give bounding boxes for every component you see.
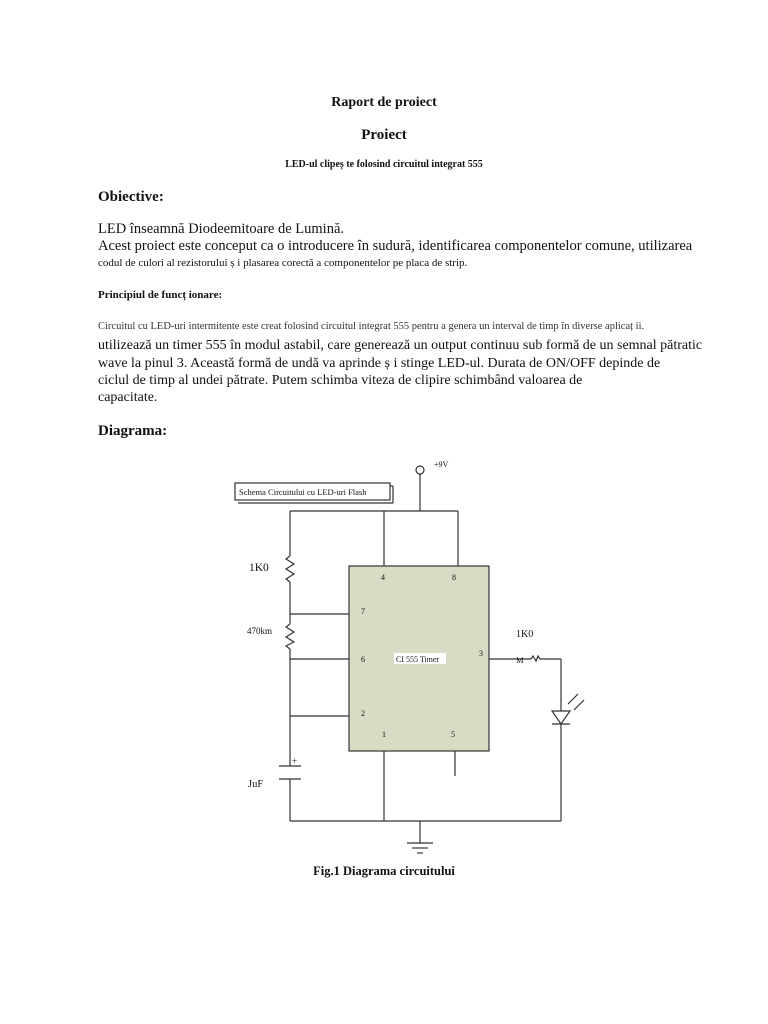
pin-8-label: 8 bbox=[452, 573, 456, 582]
pin-5-label: 5 bbox=[451, 730, 455, 739]
pin-4-label: 4 bbox=[381, 573, 385, 582]
figure-caption: Fig.1 Diagrama circuitului bbox=[313, 864, 455, 878]
principle-line-3: wave la pinul 3. Această formă de undă va aprinde ș i stinge LED-ul. Durata de ON/OFF depinde de bbox=[98, 356, 661, 371]
objectives-line-1: LED înseamnă Diodeemitoare de Lumină. bbox=[98, 221, 345, 237]
r2-label: 470km bbox=[247, 626, 273, 636]
pin-7-label: 7 bbox=[361, 607, 365, 616]
document-subject: LED-ul clipeș te folosind circuitul integrat 555 bbox=[285, 159, 483, 170]
led-diode bbox=[552, 711, 570, 724]
diagram-heading: Diagrama: bbox=[98, 423, 168, 439]
principle-line-5: capacitate. bbox=[98, 390, 158, 405]
document-subtitle: Proiect bbox=[361, 127, 407, 143]
resistor-r1 bbox=[286, 556, 294, 582]
led-arrow-2 bbox=[574, 700, 584, 710]
capacitor-plus: + bbox=[292, 756, 298, 766]
principle-line-1: Circuitul cu LED-uri intermitente este creat folosind circuitul integrat 555 pentru a genera un interval de timp în diverse aplicaț ii. bbox=[98, 321, 645, 332]
schematic-title: Schema Circuitului cu LED-uri Flash bbox=[239, 487, 367, 497]
document-title: Raport de proiect bbox=[331, 95, 437, 110]
r3-label: 1K0 bbox=[516, 629, 534, 640]
supply-label: +9V bbox=[434, 460, 449, 469]
r3-marker: M bbox=[516, 655, 524, 665]
principle-heading: Principiul de funcț ionare: bbox=[98, 289, 223, 301]
objectives-line-3: codul de culori al rezistorului ș i plasarea corectă a componentelor pe placa de strip. bbox=[98, 257, 468, 269]
r1-label: 1K0 bbox=[249, 562, 269, 574]
objectives-line-2: Acest proiect este conceput ca o introducere în sudură, identificarea componentelor comune, utilizarea bbox=[98, 238, 693, 254]
resistor-r2 bbox=[286, 624, 294, 649]
pin-2-label: 2 bbox=[361, 709, 365, 718]
objectives-heading: Obiective: bbox=[98, 189, 164, 205]
pin-3-label: 3 bbox=[479, 649, 483, 658]
pin-1-label: 1 bbox=[382, 730, 386, 739]
ic-label: CI 555 Timer bbox=[396, 655, 440, 664]
led-arrow-1 bbox=[568, 694, 578, 704]
supply-terminal bbox=[416, 466, 424, 474]
pin-6-label: 6 bbox=[361, 655, 365, 664]
principle-line-2: utilizează un timer 555 în modul astabil, care generează un output continuu sub formă de un semnal pătratic bbox=[98, 338, 703, 353]
principle-line-4: ciclul de timp al undei pătrate. Putem schimba viteza de clipire schimbând valoarea de bbox=[98, 373, 583, 388]
resistor-r3 bbox=[531, 656, 540, 661]
capacitor-label: JuF bbox=[248, 779, 264, 790]
